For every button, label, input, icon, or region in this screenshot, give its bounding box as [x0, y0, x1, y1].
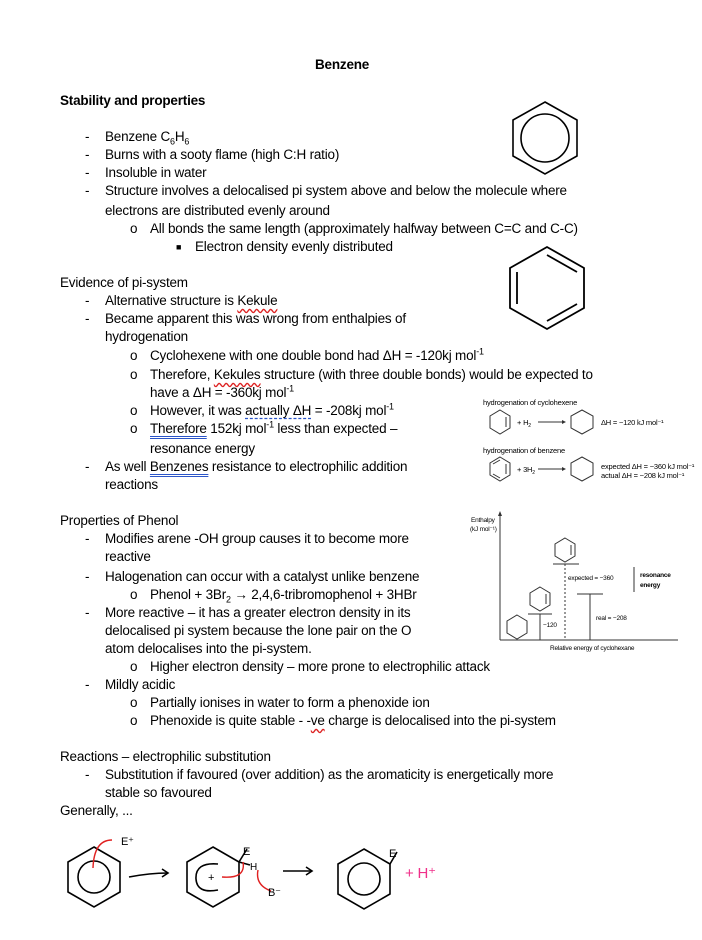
hydrogen-label: H [250, 862, 258, 873]
dh-actual: actual ΔH = −208 kJ mol⁻¹ [601, 471, 685, 480]
bullet-marker: - [85, 147, 90, 162]
dash: - [85, 129, 90, 144]
product-e: E [389, 848, 397, 860]
base-label: B⁻ [268, 887, 281, 899]
proton-product: + H⁺ [405, 865, 436, 882]
sub-bullet-cont: resonance energy [150, 441, 255, 456]
bullet: Became apparent this was wrong from enthalpies of [105, 311, 406, 326]
bullet-marker: - [85, 459, 90, 474]
bullet-marker: - [85, 677, 90, 692]
sub-bullet: Phenoxide is quite stable - -ve charge is delocalised into the pi-system [150, 713, 556, 728]
heading-stability: Stability and properties [60, 93, 206, 108]
y-axis-unit: (kJ mol⁻¹) [470, 526, 497, 533]
bullet-marker: o [130, 659, 138, 674]
bullet-marker: - [85, 569, 90, 584]
x-axis-label: Relative energy of cyclohexane [550, 645, 635, 652]
generally-text: Generally, ... [60, 803, 133, 818]
bullet-cont: reactions [105, 477, 158, 492]
bullet-marker: o [130, 713, 138, 728]
bullet-marker: o [130, 695, 138, 710]
sub-bullet: However, it was actually ΔH = -208kj mol$^{-1}$ [150, 401, 394, 418]
bullet-marker: o [130, 403, 138, 418]
bullet-marker: o [130, 587, 138, 602]
sub-bullet: Phenol + $3Br_2$ → 2,4,6-tribromophenol + 3HBr [150, 587, 417, 605]
svg-text:+ H2: + $H_2$ [517, 418, 531, 429]
bullet: Modifies arene -OH group causes it to become more [105, 531, 409, 546]
bullet-marker: o [130, 367, 138, 382]
expected-label: expected = −360 [568, 575, 614, 582]
svg-text:+ 3H2: + $3H_2$ [517, 465, 535, 476]
bullet: Burns with a sooty flame (high C:H ratio) [105, 147, 340, 162]
sub-bullet: Therefore, Kekules structure (with three double bonds) would be expected to [150, 367, 593, 382]
caption-cyclohexene: hydrogenation of cyclohexene [483, 398, 578, 407]
bullet: As well Benzenes resistance to electrophilic addition [105, 459, 408, 474]
bullet-marker: ■ [176, 242, 182, 252]
y-axis-label: Enthalpy [471, 517, 495, 524]
bullet-cont: stable so favoured [105, 785, 212, 800]
heading-phenol: Properties of Phenol [60, 513, 179, 528]
bullet-marker: - [85, 767, 90, 782]
sub-sub-bullet: Electron density evenly distributed [195, 239, 393, 254]
bullet-marker: - [85, 531, 90, 546]
value-120: −120 [543, 622, 557, 629]
bullet-marker: o [130, 348, 138, 363]
bullet-marker: - [85, 183, 90, 198]
electrophile-label: E⁺ [121, 836, 134, 848]
sub-bullet-cont: have a ΔH = -360kj mol$^{-1}$ [150, 383, 294, 400]
dh-expected: expected ΔH = −360 kJ mol⁻¹ [601, 462, 695, 471]
doc-title: Benzene [315, 57, 370, 72]
kekule-structure-image [505, 245, 589, 331]
sub-bullet: Cyclohexene with one double bond had ΔH = -120kj mol$^{-1}$ [150, 346, 484, 363]
bullet-cont: electrons are distributed evenly around [105, 203, 330, 218]
sub-bullet: Partially ionises in water to form a phenoxide ion [150, 695, 430, 710]
bullet: Substitution if favoured (over addition) as the aromaticity is energetically more [105, 767, 554, 782]
sub-bullet: Therefore 152kj mol$^{-1}$ less than expected – [150, 419, 398, 436]
enthalpy-diagram [440, 510, 702, 660]
bullet-marker: - [85, 311, 90, 326]
carbocation-plus: + [208, 872, 215, 884]
bullet-cont: delocalised pi system because the lone pair on the O [105, 623, 412, 638]
caption-benzene: hydrogenation of benzene [483, 446, 565, 455]
bullet-marker: - [85, 293, 90, 308]
sub-bullet: Higher electron density – more prone to electrophilic attack [150, 659, 490, 674]
bullet: Mildly acidic [105, 677, 176, 692]
bullet-marker: - [85, 605, 90, 620]
real-label: real = −208 [596, 615, 627, 622]
mechanism-drawing [50, 830, 470, 940]
resonance-label: resonance [640, 572, 671, 579]
bullet-cont: hydrogenation [105, 329, 188, 344]
electrophile-e: E [243, 846, 251, 858]
heading-reactions: Reactions – electrophilic substitution [60, 749, 271, 764]
bullet-cont: reactive [105, 549, 151, 564]
bullet: Halogenation can occur with a catalyst unlike benzene [105, 569, 420, 584]
bullet-formula: Benzene $C_6H_6$ [105, 129, 190, 147]
bullet-marker: o [130, 421, 138, 436]
bullet-marker: o [130, 221, 138, 236]
heading-evidence: Evidence of pi-system [60, 275, 188, 290]
bullet: Insoluble in water [105, 165, 207, 180]
hydrogenation-figure [440, 390, 702, 490]
bullet-cont: atom delocalises into the pi-system. [105, 641, 312, 656]
benzene-ring-image [505, 100, 585, 176]
dh-cyclohexene: ΔH = −120 kJ mol⁻¹ [601, 418, 664, 427]
bullet-marker: - [85, 165, 90, 180]
svg-text:energy: energy [640, 582, 661, 589]
sub-bullet: All bonds the same length (approximately halfway between C=C and C-C) [150, 221, 578, 236]
bullet: Alternative structure is Kekule [105, 293, 278, 308]
bullet: More reactive – it has a greater electron density in its [105, 605, 411, 620]
bullet: Structure involves a delocalised pi system above and below the molecule where [105, 183, 567, 198]
